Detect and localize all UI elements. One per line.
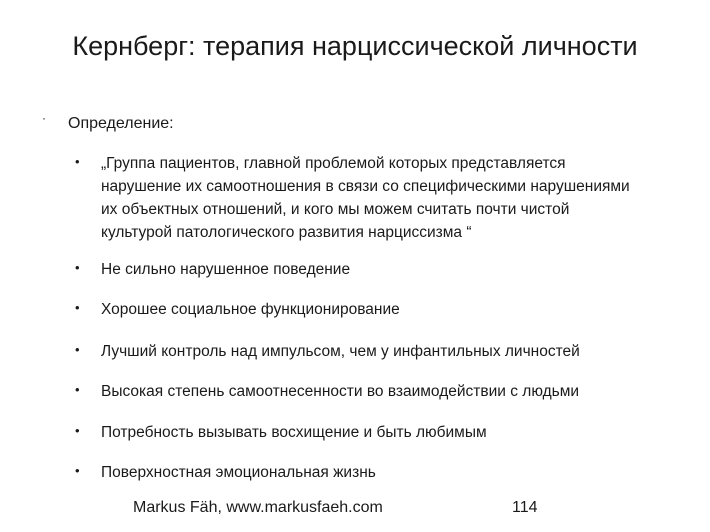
bullet-marker: • — [75, 423, 80, 438]
list-item-text: Хорошее социальное функционирование — [101, 301, 400, 318]
footer-author: Markus Fäh, www.markusfaeh.com — [133, 499, 383, 516]
slide-title: Кернберг: терапия нарциссической личности — [72, 31, 638, 61]
quote-line: нарушение их самоотношения в связи со специфическими нарушениями — [101, 178, 630, 195]
page-number: 114 — [512, 499, 538, 516]
list-item-text — [101, 152, 691, 244]
level1-bullet: · — [42, 111, 46, 125]
list-item-text: Потребность вызывать восхищение и быть любимым — [101, 424, 487, 441]
quote-line: „Группа пациентов, главной проблемой которых представляется — [101, 155, 566, 172]
list-item-text: Высокая степень самоотнесенности во взаимодействии с людьми — [101, 383, 580, 400]
bullet-marker: • — [75, 300, 80, 315]
bullet-marker: • — [75, 463, 80, 478]
definition-label: Определение: — [68, 115, 174, 132]
list-item-text: Не сильно нарушенное поведение — [101, 261, 351, 278]
quote-line: их объектных отношений, и кого мы можем считать почти чистой — [101, 201, 570, 218]
bullet-marker: • — [75, 382, 80, 397]
list-item-text: Лучший контроль над импульсом, чем у инфантильных личностей — [101, 343, 580, 360]
bullet-marker: • — [75, 342, 80, 357]
list-item-text: Поверхностная эмоциональная жизнь — [101, 464, 376, 481]
quote-line: культурой патологического развития нарциссизма “ — [101, 224, 472, 241]
bullet-marker: • — [75, 260, 80, 275]
bullet-marker: • — [75, 154, 80, 169]
